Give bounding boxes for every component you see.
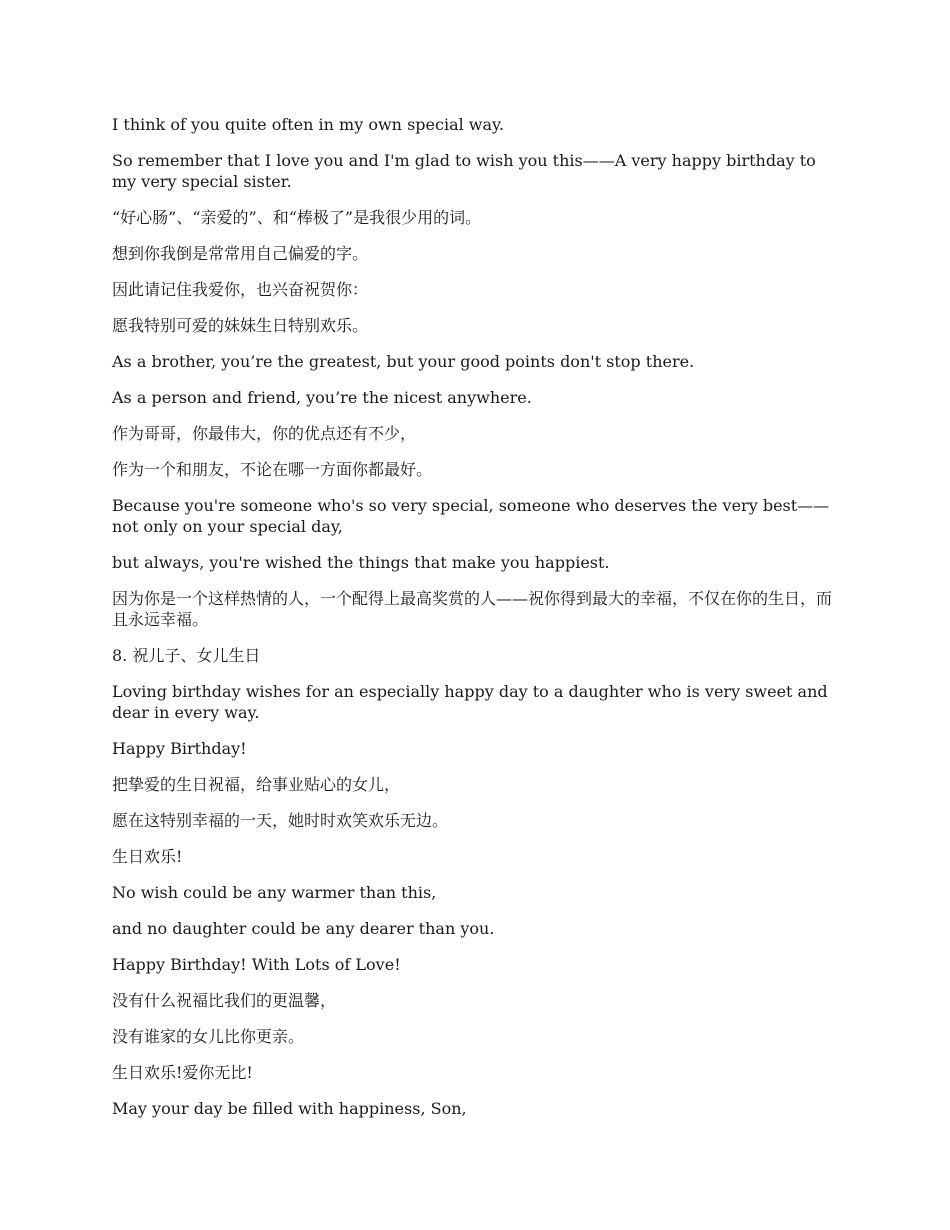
section-heading: 8. 祝儿子、女儿生日 — [112, 646, 261, 665]
paragraph: Happy Birthday! — [112, 739, 247, 758]
document-page — [112, 114, 842, 1134]
paragraph: “好心肠”、“亲爱的”、和“棒极了”是我很少用的词。 — [112, 208, 482, 227]
paragraph: So remember that I love you and I'm glad to wish you this——A very happy birthday to my very special sister. — [112, 151, 816, 191]
paragraph: 愿我特别可爱的妹妹生日特别欢乐。 — [112, 316, 369, 335]
paragraph: 想到你我倒是常常用自己偏爱的字。 — [112, 244, 369, 263]
paragraph: Because you're someone who's so very special, someone who deserves the very best——not only on your special day, — [112, 496, 830, 536]
paragraph: As a person and friend, you’re the nicest anywhere. — [112, 388, 532, 407]
paragraph: 生日欢乐!爱你无比! — [112, 1063, 253, 1082]
paragraph: May your day be filled with happiness, Son, — [112, 1099, 467, 1118]
paragraph: and no daughter could be any dearer than you. — [112, 919, 495, 938]
paragraph: 愿在这特别幸福的一天，她时时欢笑欢乐无边。 — [112, 811, 449, 830]
paragraph: I think of you quite often in my own special way. — [112, 115, 505, 134]
paragraph: Happy Birthday! With Lots of Love! — [112, 955, 401, 974]
paragraph: 因为你是一个这样热情的人，一个配得上最高奖赏的人——祝你得到最大的幸福，不仅在你的生日，而且永远幸福。 — [112, 589, 833, 629]
paragraph: 作为一个和朋友，不论在哪一方面你都最好。 — [112, 460, 433, 479]
paragraph: As a brother, you’re the greatest, but your good points don't stop there. — [112, 352, 695, 371]
paragraph: 没有谁家的女儿比你更亲。 — [112, 1027, 305, 1046]
paragraph: 作为哥哥，你最伟大，你的优点还有不少， — [112, 424, 417, 443]
paragraph: 生日欢乐! — [112, 847, 183, 866]
paragraph: No wish could be any warmer than this, — [112, 883, 437, 902]
paragraph: Loving birthday wishes for an especially happy day to a daughter who is very sweet and dear in every way. — [112, 682, 828, 722]
paragraph: 因此请记住我爱你，也兴奋祝贺你： — [112, 280, 369, 299]
paragraph: but always, you're wished the things that make you happiest. — [112, 553, 610, 572]
paragraph: 没有什么祝福比我们的更温馨， — [112, 991, 337, 1010]
paragraph: 把挚爱的生日祝福，给事业贴心的女儿， — [112, 775, 401, 794]
